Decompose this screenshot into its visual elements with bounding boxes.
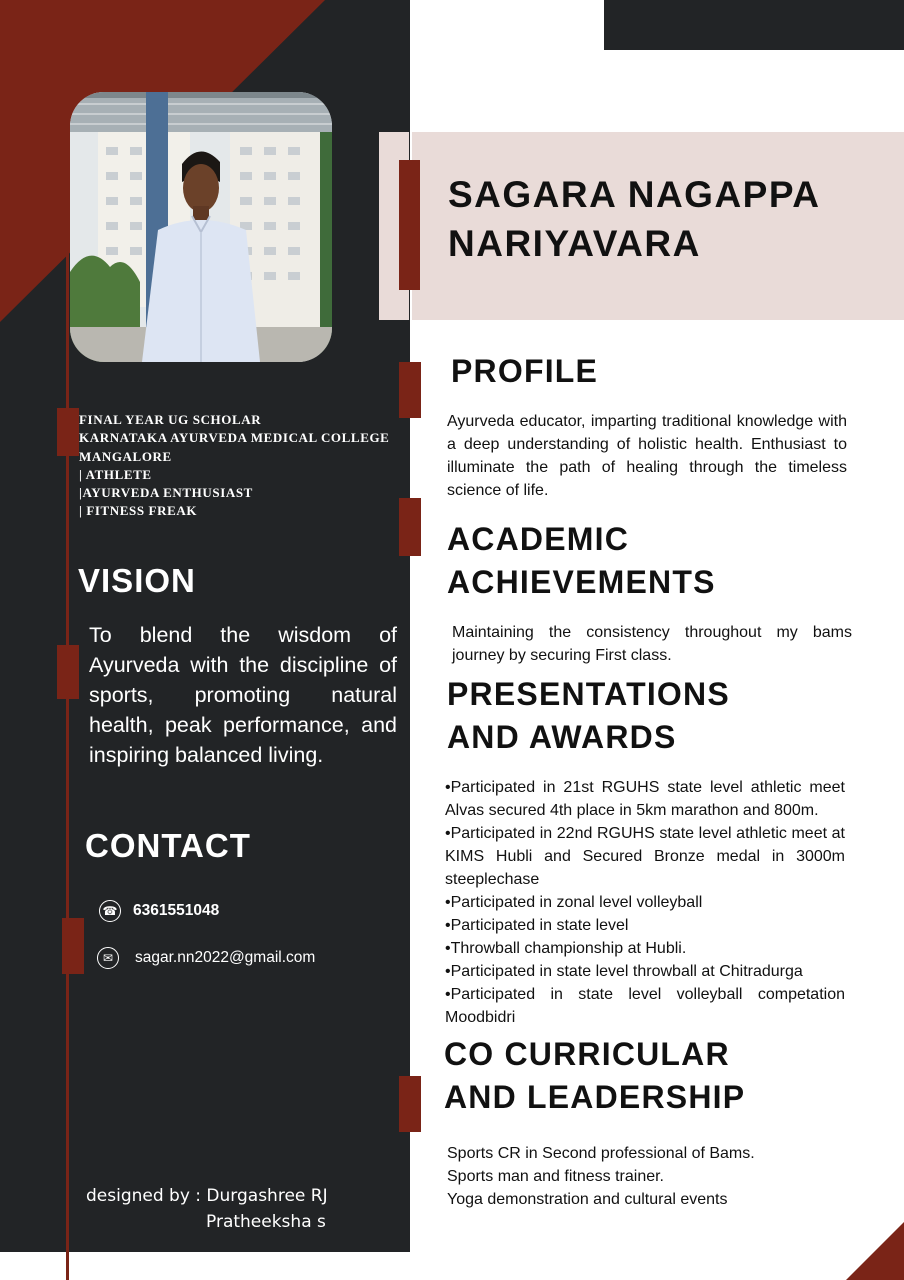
credential-line: FINAL YEAR UG SCHOLAR [79,412,262,427]
credential-line: | ATHLETE [79,466,152,482]
credentials-accent-tick [57,408,79,456]
contact-heading: CONTACT [85,827,251,864]
phone-icon: ☎ [99,900,121,922]
left-accent-line [66,0,69,1280]
bottom-right-red-triangle [846,1222,904,1280]
presentations-heading [447,673,730,759]
profile-accent-tick [399,362,421,418]
academic-accent-tick [399,498,421,556]
cocurricular-accent-tick [399,1076,421,1132]
list-item: •Participated in state level volleyball competation Moodbidri [445,986,845,1026]
presentations-heading-line2: AND AWARDS [447,719,677,755]
left-bottom-strip [0,1252,410,1280]
list-item: •Participated in state level [445,917,629,934]
profile-heading: PROFILE [451,353,599,389]
credential-line: KARNATAKA AYURVEDA MEDICAL COLLEGE [79,430,390,446]
presentations-heading-line1: PRESENTATIONS [447,676,730,712]
email-icon: ✉ [97,947,119,969]
person-name-line2: NARIYAVARA [448,223,701,264]
academic-heading [447,518,716,604]
cocurricular-heading-line2: AND LEADERSHIP [444,1079,746,1115]
credentials-block [79,411,409,521]
profile-photo [70,92,332,362]
credential-line: |AYURVEDA ENTHUSIAST [79,485,253,501]
name-accent-bar [399,160,420,290]
email-address[interactable]: sagar.nn2022@gmail.com [135,949,316,966]
credential-line: | FITNESS FREAK [79,503,198,519]
person-name-line1: SAGARA NAGAPPA [448,174,821,215]
designer-credit-second: Pratheeksha s [206,1212,326,1232]
vision-text: To blend the wisdom of Ayurveda with the discipline of sports, promoting natural health, peak performance, and inspiring balanced living. [89,623,397,767]
list-item: •Participated in state level throwball at Chitradurga [445,963,803,980]
vision-heading: VISION [78,562,196,599]
list-item: Sports man and fitness trainer. [447,1168,664,1185]
list-item: •Participated in 21st RGUHS state level athletic meet Alvas secured 4th place in 5km marathon and 800m. [445,779,845,819]
academic-heading-line2: ACHIEVEMENTS [447,564,716,600]
list-item: •Participated in zonal level volleyball [445,894,703,911]
academic-heading-line1: ACADEMIC [447,521,630,557]
top-right-black-bar [604,0,904,50]
list-item: Yoga demonstration and cultural events [447,1191,728,1208]
phone-number[interactable]: 6361551048 [133,902,220,919]
profile-text: Ayurveda educator, imparting traditional knowledge with a deep understanding of holistic health. Enthusiast to illuminate the path of healing through the timeless science of life. [447,413,847,499]
vision-accent-tick [57,645,79,699]
designer-credit: designed by : Durgashree RJ [86,1186,328,1206]
contact-accent-tick [62,918,84,974]
list-item: •Participated in 22nd RGUHS state level athletic meet at KIMS Hubli and Secured Bronze medal in 3000m steeplechase [445,825,845,888]
list-item: Sports CR in Second professional of Bams. [447,1145,755,1162]
presentations-list [445,776,845,1029]
list-item: •Throwball championship at Hubli. [445,940,687,957]
cocurricular-heading-line1: CO CURRICULAR [444,1036,730,1072]
cocurricular-list [447,1142,867,1211]
cocurricular-heading [444,1033,745,1119]
person-name [448,170,821,268]
credential-line: MANGALORE [79,448,172,464]
academic-text: Maintaining the consistency throughout my bams journey by securing First class. [452,624,852,664]
